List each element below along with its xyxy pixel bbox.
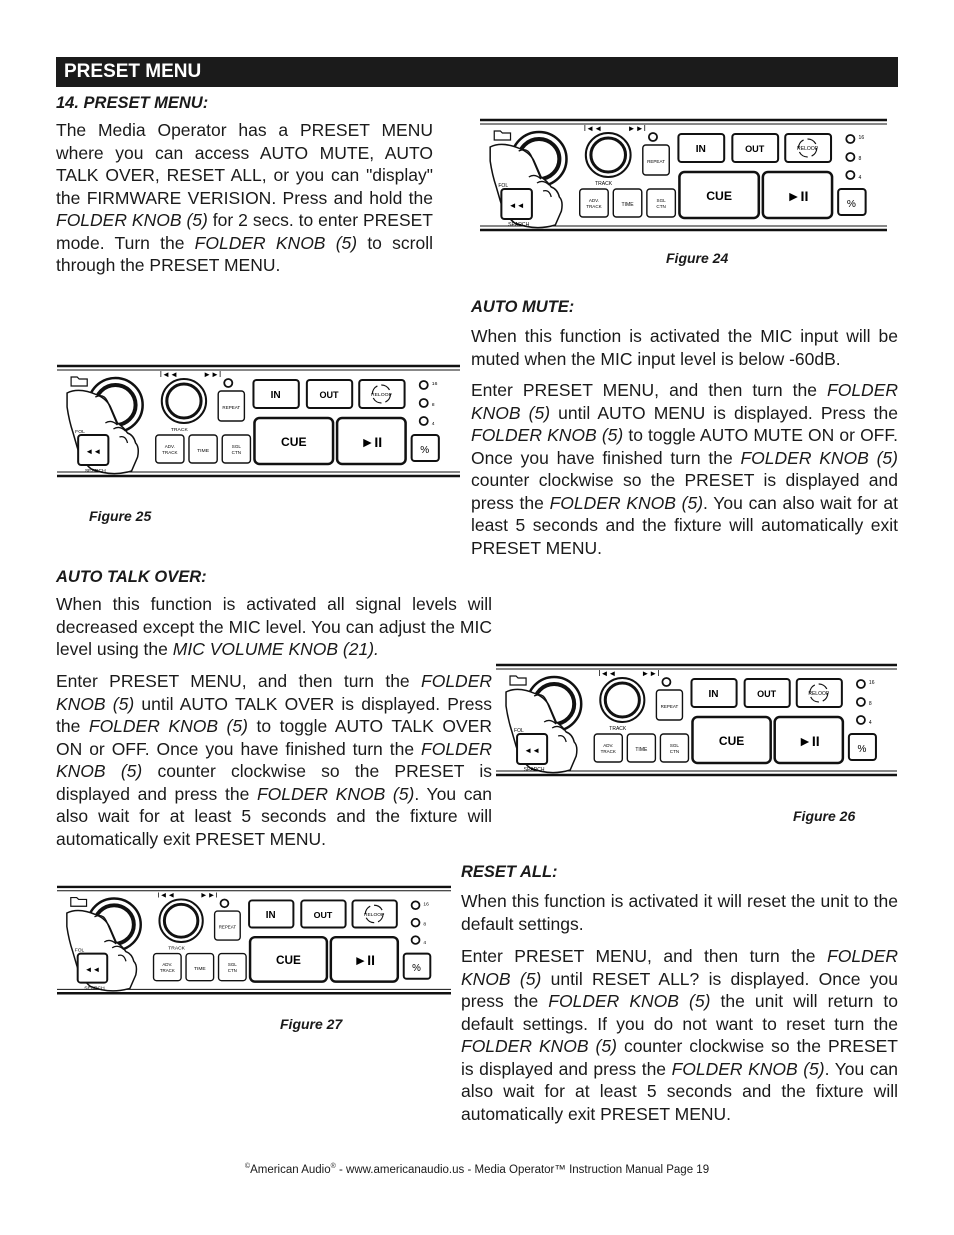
track-knob-label: TRACK <box>609 726 627 732</box>
svg-text:TIME: TIME <box>193 967 206 973</box>
footer-brand: American Audio <box>250 1163 331 1176</box>
svg-text:ADV.: ADV. <box>603 743 614 748</box>
led-8 <box>857 698 865 706</box>
track-knob-label: TRACK <box>594 181 613 187</box>
folder-knob-label: FOL <box>514 728 524 734</box>
svg-text:4: 4 <box>423 940 427 946</box>
reset-all-paragraph-2: Enter PRESET MENU, and then turn the FOLDER KNOB (5) until RESET ALL? is displayed. Once you press the FOLDER KNOB (5) the unit will return to default settings. If you do not want to reset turn the FOLDER KNOB (5) counter clockwise so the PRESET is displayed and press the FOLDER KNOB (5). You can also wait for at least 5 seconds and the fixture will automatically exit PRESET MENU. <box>461 946 898 1124</box>
svg-text:TRACK: TRACK <box>600 749 616 754</box>
prev-track-icon: I◄◄ <box>598 669 617 678</box>
search-label: SEARCH <box>84 986 105 992</box>
svg-text:RELOOP: RELOOP <box>797 146 819 152</box>
prev-track-icon: I◄◄ <box>157 890 176 900</box>
led-16 <box>846 135 854 143</box>
sgl-ctn-button <box>222 435 250 463</box>
auto-mute-paragraph-1: When this function is activated the MIC input will be muted when the MIC input level is below -60dB. <box>471 326 898 369</box>
cd-player-panel-illustration <box>57 363 460 483</box>
led-4 <box>857 716 865 724</box>
led-16 <box>857 680 865 688</box>
registered-symbol: ® <box>330 1163 336 1170</box>
prev-track-icon: I◄◄ <box>159 370 178 379</box>
svg-text:IN: IN <box>695 144 706 155</box>
intro-paragraph: The Media Operator has a PRESET MENU where you can access AUTO MUTE, AUTO TALK OVER, RESET ALL, or you can "display" the FIRMWARE VERISION. Press and hold the FOLDER KNOB (5) for 2 secs. to enter PRESET mode. Turn the FOLDER KNOB (5) to scroll through the PRESET MENU. <box>56 120 433 275</box>
led-8 <box>412 919 420 927</box>
svg-text:◄◄: ◄◄ <box>84 965 101 974</box>
svg-text:IN: IN <box>265 909 276 921</box>
auto-mute-heading: AUTO MUTE: <box>471 298 575 316</box>
led-8 <box>846 153 854 161</box>
svg-text:►II: ►II <box>360 434 383 450</box>
auto-talk-over-heading: AUTO TALK OVER: <box>56 568 207 586</box>
led-16 <box>420 381 428 389</box>
folder-icon <box>494 131 510 140</box>
svg-text:16: 16 <box>868 680 875 686</box>
svg-text:CUE: CUE <box>706 189 732 203</box>
svg-text:8: 8 <box>431 402 435 408</box>
folder-icon <box>71 377 87 386</box>
svg-text:OUT: OUT <box>319 390 339 400</box>
svg-text:CTN: CTN <box>231 450 241 455</box>
svg-text:CTN: CTN <box>656 204 666 209</box>
figure-24-panel <box>480 117 887 237</box>
footer-text: - www.americanaudio.us - Media Operator™ Instruction Manual Page 19 <box>335 1163 710 1176</box>
page-footer <box>0 1163 954 1176</box>
next-track-icon: ►►I <box>199 890 218 900</box>
auto-mute-paragraph-2: Enter PRESET MENU, and then turn the FOLDER KNOB (5) until AUTO MENU is displayed. Press the FOLDER KNOB (5) to toggle AUTO MUTE ON or OFF. Once you have finished turn the FOLDER KNOB (5) counter clockwise so the PRESET is displayed and press the FOLDER KNOB (5). You can also wait for at least 5 seconds and the fixture will automatically exit PRESET MENU. <box>471 380 898 558</box>
folder-icon <box>71 898 87 907</box>
sgl-ctn-button <box>647 189 675 217</box>
figure-25-panel <box>57 363 460 483</box>
next-track-icon: ►►I <box>203 370 222 379</box>
svg-text:TRACK: TRACK <box>162 450 178 455</box>
svg-text:REPEAT: REPEAT <box>222 405 241 410</box>
svg-text:OUT: OUT <box>757 689 777 699</box>
folder-knob-label: FOL <box>75 429 85 435</box>
copyright-symbol: © <box>244 1163 251 1170</box>
repeat-led <box>662 678 670 686</box>
preset-menu-heading: 14. PRESET MENU: <box>56 94 209 112</box>
svg-text:◄◄: ◄◄ <box>508 201 525 210</box>
adv-track-button <box>580 189 608 217</box>
svg-text:4: 4 <box>868 720 872 726</box>
svg-text:8: 8 <box>868 701 872 707</box>
svg-text:CTN: CTN <box>227 968 237 973</box>
folder-knob-label: FOL <box>74 948 85 954</box>
cd-player-panel-illustration <box>496 662 897 782</box>
figure-26-panel <box>496 662 897 782</box>
repeat-led <box>224 379 232 387</box>
svg-text:IN: IN <box>708 689 719 700</box>
svg-text:RELOOP: RELOOP <box>370 392 392 398</box>
section-title: PRESET MENU <box>64 61 202 82</box>
svg-text:REPEAT: REPEAT <box>218 924 237 930</box>
svg-text:TIME: TIME <box>621 202 634 208</box>
search-label: SEARCH <box>84 468 106 474</box>
adv-track-button <box>594 734 622 762</box>
svg-text:%: % <box>412 963 421 974</box>
svg-text:4: 4 <box>431 421 435 427</box>
svg-text:TIME: TIME <box>635 747 648 753</box>
svg-text:►II: ►II <box>797 733 820 749</box>
led-8 <box>420 399 428 407</box>
svg-text:SGL: SGL <box>227 962 237 968</box>
svg-text:16: 16 <box>423 902 429 908</box>
search-label: SEARCH <box>523 767 545 773</box>
led-4 <box>420 417 428 425</box>
reset-all-heading: RESET ALL: <box>461 863 558 881</box>
svg-text:ADV.: ADV. <box>588 198 600 203</box>
svg-text:16: 16 <box>858 135 865 141</box>
figure-24-caption: Figure 24 <box>666 250 729 266</box>
svg-text:►II: ►II <box>786 188 809 204</box>
track-knob-label: TRACK <box>168 946 185 952</box>
svg-text:CUE: CUE <box>281 435 307 449</box>
svg-text:SGL: SGL <box>231 444 241 449</box>
svg-text:ADV.: ADV. <box>162 962 173 968</box>
next-track-icon: ►►I <box>627 124 646 133</box>
figure-26-caption: Figure 26 <box>793 808 856 824</box>
cd-player-panel-illustration <box>57 884 451 1000</box>
svg-text:ADV.: ADV. <box>164 444 175 449</box>
svg-text:CUE: CUE <box>718 734 745 748</box>
svg-text:REPEAT: REPEAT <box>647 159 665 164</box>
led-4 <box>846 171 854 179</box>
folder-knob-label: FOL <box>498 183 509 189</box>
svg-text:►II: ►II <box>353 953 375 969</box>
svg-text:RELOOP: RELOOP <box>363 912 385 918</box>
reset-all-paragraph-1: When this function is activated it will reset the unit to the default settings. <box>461 891 898 934</box>
svg-text:OUT: OUT <box>745 144 765 154</box>
svg-text:IN: IN <box>270 390 281 401</box>
svg-text:TIME: TIME <box>197 448 210 454</box>
figure-27-caption: Figure 27 <box>280 1016 343 1032</box>
next-track-icon: ►►I <box>641 669 660 678</box>
search-label: SEARCH <box>508 222 530 228</box>
svg-text:%: % <box>846 199 856 210</box>
svg-text:%: % <box>420 445 430 456</box>
prev-track-icon: I◄◄ <box>583 124 603 133</box>
svg-text:TRACK: TRACK <box>586 204 602 209</box>
sgl-ctn-button <box>660 734 688 762</box>
section-header-bar <box>56 57 898 87</box>
svg-text:4: 4 <box>858 175 862 181</box>
repeat-led <box>649 133 657 141</box>
auto-talk-over-paragraph-1: When this function is activated all signal levels will decreased except the MIC level. You can adjust the MIC level using the MIC VOLUME KNOB (21). <box>56 594 492 659</box>
svg-text:CTN: CTN <box>669 749 680 754</box>
svg-text:REPEAT: REPEAT <box>660 704 679 709</box>
auto-talk-over-paragraph-2: Enter PRESET MENU, and then turn the FOLDER KNOB (5) until AUTO TALK OVER is displayed. Press the FOLDER KNOB (5) to toggle AUTO TALK OVER ON or OFF. Once you have finished turn the FOLDER KNOB (5) counter clockwise so the PRESET is displayed and press the FOLDER KNOB (5). You can also wait for at least 5 seconds and the fixture will automatically exit PRESET MENU. <box>56 671 492 849</box>
svg-text:◄◄: ◄◄ <box>524 746 541 755</box>
svg-text:OUT: OUT <box>313 909 333 920</box>
svg-text:SGL: SGL <box>669 743 679 748</box>
cd-player-panel-illustration <box>480 117 887 237</box>
svg-text:TRACK: TRACK <box>159 968 175 973</box>
svg-text:8: 8 <box>858 156 862 162</box>
svg-text:◄◄: ◄◄ <box>85 447 102 456</box>
led-16 <box>412 901 420 909</box>
led-4 <box>412 936 420 944</box>
adv-track-button <box>156 435 184 463</box>
svg-text:%: % <box>857 744 867 755</box>
svg-text:SGL: SGL <box>656 198 666 203</box>
track-knob-label: TRACK <box>170 427 188 433</box>
folder-icon <box>510 676 526 685</box>
figure-27-panel <box>57 884 451 1000</box>
repeat-led <box>221 899 229 907</box>
svg-text:16: 16 <box>431 381 438 387</box>
svg-text:RELOOP: RELOOP <box>808 691 830 697</box>
svg-text:8: 8 <box>423 922 427 928</box>
svg-text:CUE: CUE <box>276 954 301 968</box>
figure-25-caption: Figure 25 <box>89 508 152 524</box>
